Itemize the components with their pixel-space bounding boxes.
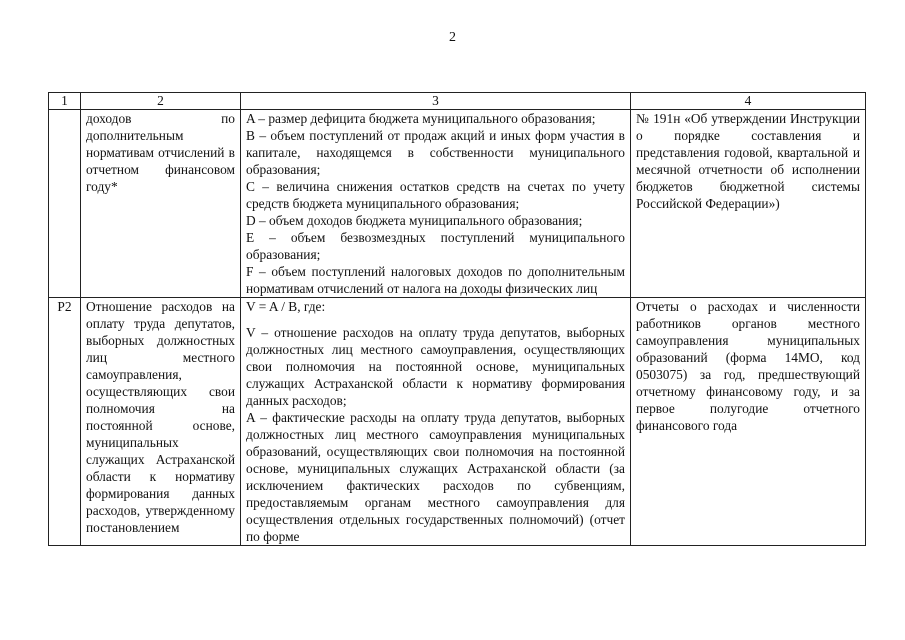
table-row xyxy=(49,110,866,298)
source-cell: № 191н «Об утверждении Инструкции о порядке составления и представления годовой, квартальной и месячной отчетности об исполнении бюджетов бюджетной системы Российской Федерации») xyxy=(631,110,866,298)
column-header-3: 3 xyxy=(241,93,631,110)
formula-line: E – объем безвозмездных поступлений муниципального образования; xyxy=(246,230,625,262)
formula-line: A – размер дефицита бюджета муниципального образования; xyxy=(246,111,596,126)
column-header-4: 4 xyxy=(631,93,866,110)
formula-line: D – объем доходов бюджета муниципального образования; xyxy=(246,213,583,228)
source-cell: Отчеты о расходах и численности работников органов местного самоуправления муниципальных образований (форма 14МО, код 0503075) за год, предшествующий отчетному финансовому году, и за первое полугодие отчетного финансового года xyxy=(631,298,866,546)
formula-line: A – фактические расходы на оплату труда депутатов, выборных должностных лиц местного самоуправления муниципальных образований, осуществляющих свои полномочия на постоянной основе, муниципальных служащих Астраханской области (за исключением фактических расходов по субвенциям, предоставляемым органам местного самоуправления для осуществления отдельных государственных полномочий) (отчет по форме xyxy=(246,410,625,544)
spacer xyxy=(246,315,625,324)
formula-line: V – отношение расходов на оплату труда депутатов, выборных должностных лиц местного самоуправления, осуществляющих свои полномочия на постоянной основе, муниципальных служащих Астраханской области к нормативу формирования данных расходов; xyxy=(246,325,625,408)
formula-cell xyxy=(241,298,631,546)
formula-line: F – объем поступлений налоговых доходов по дополнительным нормативам отчислений от налога на доходы физических лиц xyxy=(246,264,625,296)
formula-line: C – величина снижения остатков средств на счетах по учету средств бюджета муниципального образования; xyxy=(246,179,625,211)
formula-cell xyxy=(241,110,631,298)
formula-title: V = A / B, где: xyxy=(246,299,326,314)
row-number xyxy=(49,110,81,298)
table-row xyxy=(49,298,866,546)
column-header-2: 2 xyxy=(81,93,241,110)
indicator-name: Отношение расходов на оплату труда депутатов, выборных должностных лиц местного самоуправления, осуществляющих свои полномочия на постоянной основе, муниципальных служащих Астраханской области к нормативу формирования данных расходов, утвержденному постановлением xyxy=(81,298,241,546)
indicator-table xyxy=(48,92,866,546)
table-header-row xyxy=(49,93,866,110)
column-header-1: 1 xyxy=(49,93,81,110)
row-number: P2 xyxy=(49,298,81,546)
formula-line: B – объем поступлений от продаж акций и иных форм участия в капитале, находящемся в собственности муниципального образования; xyxy=(246,128,625,177)
indicator-name: доходов по дополнительным нормативам отчислений в отчетном финансовом году* xyxy=(81,110,241,298)
page-number: 2 xyxy=(449,30,456,45)
